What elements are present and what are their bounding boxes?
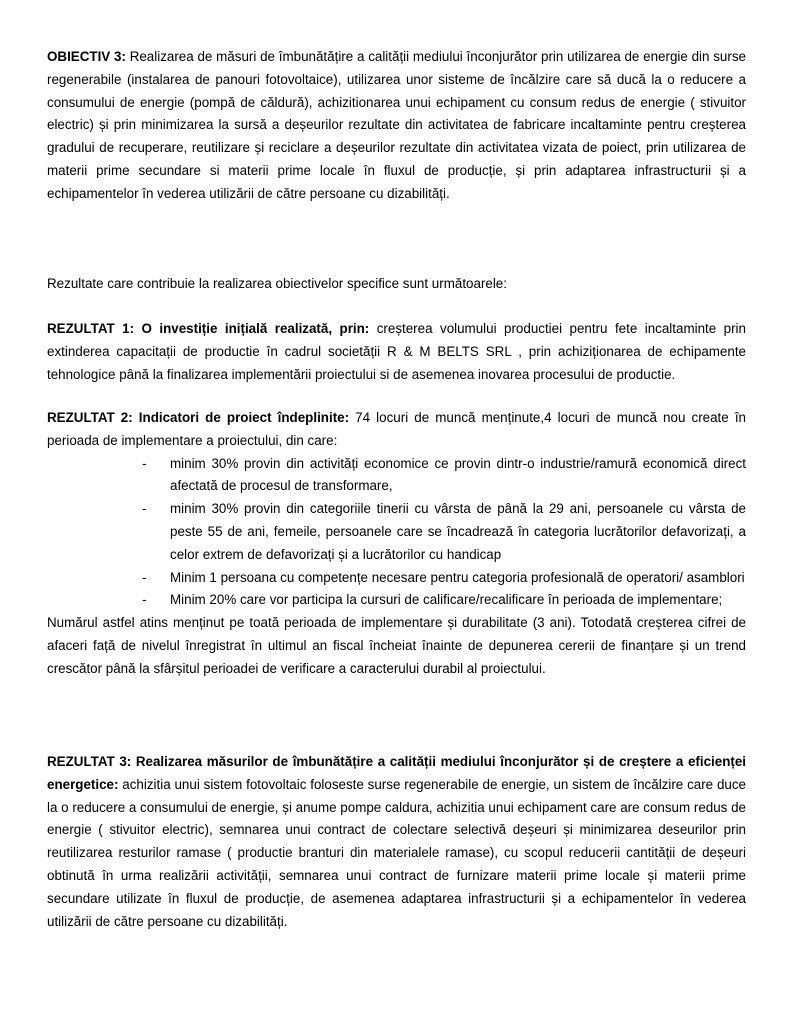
rezultat-1-text: creșterea volumului productiei pentru fete incaltaminte prin extinderea capacitații de productie în cadrul societății R & M BELTS SRL , prin achiziționarea de echipamente tehnologice până la finalizarea implementării proiectului si de asemenea inovarea procesului de productie. — [47, 321, 746, 382]
rezultat-1-paragraph — [47, 318, 746, 386]
list-item — [47, 498, 746, 566]
list-item-text: minim 30% provin din categoriile tinerii cu vârsta de până la 29 ani, persoanele cu vârsta de peste 55 de ani, femeile, persoanele care se încadrează în categoria lucrătorilor defavorizați, a celor extrem de defavorizați și a lucrătorilor cu handicap — [170, 501, 746, 562]
rezultat-2-text: 74 locuri de muncă menținute,4 locuri de muncă nou create în perioada de implementare a proiectului, din care: — [47, 410, 746, 448]
dash-bullet: - — [142, 455, 147, 471]
dash-bullet: - — [142, 501, 147, 517]
document-page — [47, 46, 746, 929]
rezultat-3-label: REZULTAT 3: Realizarea măsurilor de îmbunătățire a calității mediului înconjurător și de creștere a eficienței energetice: — [47, 754, 746, 792]
rezultat-3-paragraph — [47, 751, 746, 933]
rezultat-2-label: REZULTAT 2: Indicatori de proiect îndeplinite: — [47, 410, 350, 425]
dash-bullet: - — [142, 569, 147, 585]
objectiv-3-text: Realizarea de măsuri de îmbunătățire a calității mediului înconjurător prin utilizarea de energie din surse regenerabile (instalarea de panouri fotovoltaice), utilizarea unor sisteme de încălzire care să ducă la o reducere a consumului de energie (pompă de căldură), achizitionarea unui echipament cu consum redus de energie ( stivuitor electric) și prin minimizarea la sursă a deșeurilor rezultate din activitatea de fabricare incaltaminte pentru creșterea gradului de recuperare, reutilizare și reciclare a deșeurilor rezultate din activitatea vizata de poiect, prin utilizarea de materii prime secundare si materii prime locale în fluxul de producție, și prin adaptarea infrastructurii și a echipamentelor în vederea utilizării de către persoane cu dizabilități. — [47, 49, 746, 201]
list-item-text: Minim 20% care vor participa la cursuri de calificare/recalificare în perioada de implementare; — [170, 592, 723, 608]
rezultat-3-text: achizitia unui sistem fotovoltaic foloseste surse regenerabile de energie, un sistem de încălzire care duce la o reducere a consumului de energie, și anume pompe caldura, achizitia unui echipament care are consum redus de energie ( stivuitor electric), semnarea unui contract de colectare selectivă deșeuri și minimizarea deseurilor prin reutilizarea resturilor ramase ( productie branturi din materialele ramase), cu scopul reducerii cantității de deșeuri obtinută în urma realizării activității, semnarea unui contract de furnizare materii prime locale și materii prime secundare utilizate în fluxul de producție, de asemenea adaptarea infrastructurii și a echipamentelor în vederea utilizării de către persoane cu dizabilități. — [47, 776, 746, 929]
dash-bullet: - — [142, 592, 147, 608]
rezultat-2-list — [47, 453, 746, 613]
list-item — [47, 453, 746, 499]
list-item-text: minim 30% provin din activități economice ce provin dintr-o industrie/ramură economică direct afectată de procesul de transformare, — [170, 455, 746, 494]
list-item-text: Minim 1 persoana cu competențe necesare pentru categoria profesională de operatori/ asamblori — [170, 569, 745, 585]
rezultat-2-section — [47, 407, 746, 681]
list-item — [47, 589, 746, 612]
intro-paragraph: Rezultate care contribuie la realizarea obiectivelor specifice sunt următoarele: — [47, 276, 507, 291]
list-item — [47, 567, 746, 590]
rezultat-2-paragraph — [47, 407, 746, 453]
rezultat-1-label: REZULTAT 1: O investiție inițială realizată, prin: — [47, 321, 370, 336]
rezultat-2-tail: Numărul astfel atins menținut pe toată perioada de implementare și durabilitate (3 ani). Totodată creșterea cifrei de afaceri față de nivelul înregistrat în ultimul an fiscal încheiat înainte de depunerea cererii de finanțare și un trend crescător până la sfârșitul perioadei de verificare a caracterului durabil al proiectului. — [47, 615, 746, 676]
objectiv-3-paragraph — [47, 46, 746, 206]
objectiv-3-label: OBIECTIV 3: — [47, 49, 126, 64]
